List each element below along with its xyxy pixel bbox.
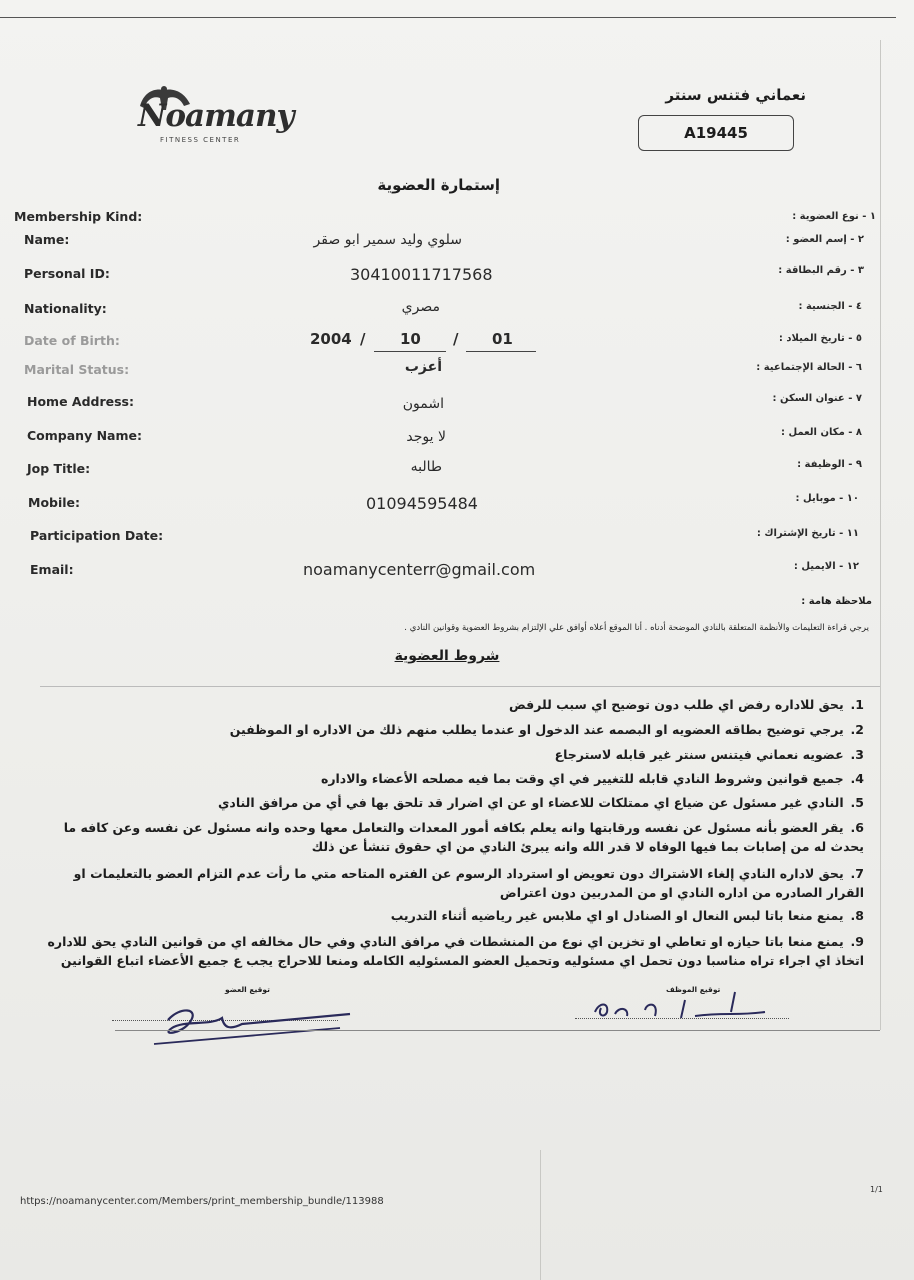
label-nationality: Nationality: [24,301,107,316]
signature-divider [115,1030,880,1031]
employee-signature-mark [585,982,785,1026]
label-ar-company-name: ٨ - مكان العمل : [781,427,862,438]
term-number: 1. [850,697,864,712]
logo-subtitle: FITNESS CENTER [160,136,241,144]
label-ar-membership-kind: ١ - نوع العضوية : [792,211,876,222]
logo-wordmark: Noamany [138,98,294,134]
label-participation-date: Participation Date: [30,528,164,543]
value-nationality: مصري [401,299,440,315]
center-name: نعماني فتنس سنتر [665,86,806,104]
term-6 [34,818,864,856]
label-ar-participation-date: ١١ - تاريخ الإشتراك : [756,528,859,539]
member-signature-mark [150,1000,360,1048]
term-text: يقر العضو بأنه مسئول عن نفسه ورقابتها وانه يعلم بكافه أمور المعدات والتعامل معها وحده وانه مسئول عن نفسه وعن كافه ما يحدث له من إصابات بما فيها الوفاه لا قدر الله وانه يبرئ النادي من اي حقوق تنشأ عن ذلك [63,820,864,854]
value-home-address: اشمون [402,396,444,412]
noamany-logo [130,84,294,154]
label-personal-id: Personal ID: [24,266,110,281]
label-ar-job-title: ٩ - الوظيفة : [797,459,862,470]
term-text: يمنع منعا باتا حيازه او تعاطي او تخزين اي نوع من المنشطات في مرافق النادي وفي حال مخالفه اي من قوانين النادي يحق للاداره اتخاذ اي اجراء تراه مناسبا دون تحمل اي مسئوليه وتحميل العضو المسئوليه الكامله ومنعا للاحراج يجب ع جميع الأعضاء اتباع القوانين [47,934,864,968]
value-email: noamanycenterr@gmail.com [303,560,536,579]
label-name: Name: [24,232,70,247]
term-9 [34,932,864,970]
dob-day-underline [466,351,536,352]
value-job-title: طالبه [410,459,442,475]
value-personal-id: 30410011717568 [350,265,493,284]
label-ar-nationality: ٤ - الجنسية : [798,301,862,312]
term-text: جميع قوانين وشروط النادي قابله للتغيير في اي وقت بما فيه مصلحه الأعضاء والاداره [320,771,844,786]
note-heading: ملاحظة هامة : [801,596,872,607]
term-3 [34,745,864,764]
term-text: يحق للاداره رفض اي طلب دون توضيح اي سبب للرفض [509,697,844,712]
label-marital-status: Marital Status: [24,362,130,377]
term-5 [34,793,864,812]
dob-month-underline [374,351,446,352]
label-membership-kind: Membership Kind: [14,209,143,224]
term-number: 6. [850,820,864,835]
value-marital-status: أعزب [404,359,442,375]
terms-title: شروط العضوية [394,648,500,664]
page-number: 1/1 [870,1185,883,1194]
term-4 [34,769,864,788]
term-text: يحق لاداره النادي إلغاء الاشتراك دون تعويض او استرداد الرسوم عن الفتره المتاحه متي ما رأت عدم التزام العضو بالتعليمات او القرار الصادره من اداره النادي او من المدربين دون اعتراض [73,866,864,900]
term-number: 3. [850,747,864,762]
bottom-crease [540,1150,541,1280]
label-date-of-birth: Date of Birth: [24,333,120,348]
dob-month: 10 [400,330,421,348]
term-8 [34,906,864,925]
dob-separator-1: / [360,330,366,348]
term-text: عضويه نعماني فيتنس سنتر غير قابله لاسترجاع [554,747,844,762]
term-number: 9. [850,934,864,949]
member-signature-label: توقيع العضو [225,985,270,994]
label-ar-email: ١٢ - الايميل : [793,561,859,572]
term-number: 8. [850,908,864,923]
value-name: سلوي وليد سمير ابو صقر [313,232,462,248]
membership-number-box: A19445 [638,115,794,151]
value-mobile: 01094595484 [366,494,478,513]
label-mobile: Mobile: [28,495,81,510]
term-2 [34,720,864,739]
term-text: يرجي توضيح بطاقه العضويه او البصمه عند الدخول او عندما يطلب منهم ذلك من الاداره او الموظفين [229,722,844,737]
dob-day: 01 [492,330,513,348]
label-ar-marital-status: ٦ - الحالة الإجتماعية : [756,362,862,373]
label-ar-date-of-birth: ٥ - تاريخ الميلاد : [778,333,862,344]
right-crease [880,40,881,1030]
value-company-name: لا يوجد [406,429,446,445]
term-text: النادي غير مسئول عن ضياع اي ممتلكات للاعضاء او عن اي اضرار قد تلحق بها في أي من مرافق النادي [217,795,844,810]
dob-separator-2: / [453,330,459,348]
label-company-name: Company Name: [27,428,142,443]
term-number: 4. [850,771,864,786]
term-number: 5. [850,795,864,810]
footer-url: https://noamanycenter.com/Members/print_membership_bundle/113988 [20,1196,384,1207]
label-job-title: Jop Title: [27,461,91,476]
note-text: يرجي قراءة التعليمات والأنظمة المتعلقة بالنادي الموضحة أدناه . أنا الموقع أعلاه أوافق علي الإلتزام بشروط العضوية وقوانين النادي . [404,623,869,633]
term-number: 7. [850,866,864,881]
label-ar-personal-id: ٣ - رقم البطاقة : [778,265,864,276]
term-7 [34,864,864,902]
label-ar-name: ٢ - إسم العضو : [785,234,864,245]
terms-divider [40,686,880,687]
label-ar-home-address: ٧ - عنوان السكن : [772,393,862,404]
label-email: Email: [30,562,74,577]
term-text: يمنع منعا باتا لبس النعال او الصنادل او اي ملابس غير رياضيه أثناء التدريب [390,908,844,923]
term-number: 2. [850,722,864,737]
label-home-address: Home Address: [27,394,134,409]
term-1 [34,695,864,714]
dob-year: 2004 [310,330,352,348]
label-ar-mobile: ١٠ - موبايل : [795,493,859,504]
form-title: إستمارة العضوية [377,176,500,194]
employee-signature-label: توقيع الموظف [666,985,721,994]
top-border-line [0,17,896,18]
